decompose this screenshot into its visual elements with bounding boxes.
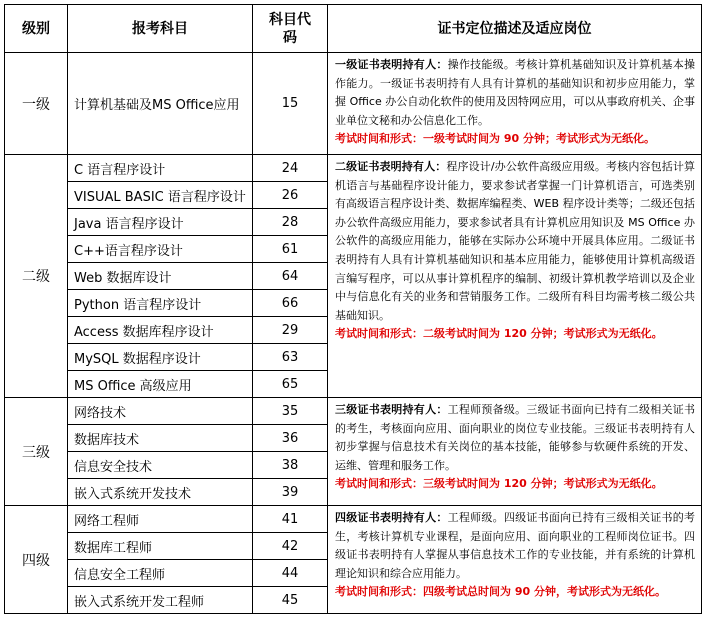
subject-code: 61 xyxy=(253,236,328,263)
subject-name: 计算机基础及MS Office应用 xyxy=(68,53,253,155)
header-level: 级别 xyxy=(5,5,68,53)
subject-code: 39 xyxy=(253,479,328,506)
subject-name: Python 语言程序设计 xyxy=(68,290,253,317)
subject-name: Web 数据库设计 xyxy=(68,263,253,290)
subject-code: 45 xyxy=(253,587,328,614)
subject-name: C++语言程序设计 xyxy=(68,236,253,263)
level-description xyxy=(328,506,702,614)
level-description xyxy=(328,53,702,155)
subject-name: 信息安全技术 xyxy=(68,452,253,479)
subject-name: Java 语言程序设计 xyxy=(68,209,253,236)
subject-name: MS Office 高级应用 xyxy=(68,371,253,398)
exam-info: 考试时间和形式：三级考试时间为 120 分钟；考试形式为无纸化。 xyxy=(335,477,663,491)
subject-name: C 语言程序设计 xyxy=(68,155,253,182)
subject-code: 38 xyxy=(253,452,328,479)
table-body xyxy=(5,53,702,614)
exam-levels-table xyxy=(4,4,702,614)
header-subject: 报考科目 xyxy=(68,5,253,53)
subject-code: 41 xyxy=(253,506,328,533)
table-row xyxy=(5,506,702,533)
description-lead: 一级证书表明持有人： xyxy=(335,58,448,71)
table-row xyxy=(5,155,702,182)
header-code: 科目代码 xyxy=(253,5,328,53)
description-body: 操作技能级。考核计算机基础知识及计算机基本操作能力。一级证书表明持有人具有计算机的基础知识和初步应用能力，掌握 Office 办公自动化软件的使用及因特网应用，可以从事政府机关、企事业单位文秘和办公信息化工作。 xyxy=(335,58,696,127)
subject-name: 信息安全工程师 xyxy=(68,560,253,587)
table-row xyxy=(5,398,702,425)
level-description xyxy=(328,155,702,398)
subject-code: 66 xyxy=(253,290,328,317)
level-name: 四级 xyxy=(5,506,68,614)
subject-code: 63 xyxy=(253,344,328,371)
subject-name: 网络技术 xyxy=(68,398,253,425)
description-body: 工程师级。四级证书面向已持有三级相关证书的考生，考核计算机专业课程，是面向应用、面向职业的工程师岗位证书。四级证书表明持有人掌握从事信息技术工作的专业技能，并有系统的计算机理论知识和综合应用能力。 xyxy=(335,511,696,580)
subject-code: 65 xyxy=(253,371,328,398)
subject-name: 数据库技术 xyxy=(68,425,253,452)
subject-code: 36 xyxy=(253,425,328,452)
level-description xyxy=(328,398,702,506)
subject-name: 嵌入式系统开发技术 xyxy=(68,479,253,506)
description-lead: 四级证书表明持有人： xyxy=(335,511,448,524)
level-name: 三级 xyxy=(5,398,68,506)
table-row xyxy=(5,53,702,155)
subject-name: VISUAL BASIC 语言程序设计 xyxy=(68,182,253,209)
subject-code: 24 xyxy=(253,155,328,182)
level-name: 一级 xyxy=(5,53,68,155)
subject-code: 64 xyxy=(253,263,328,290)
description-lead: 二级证书表明持有人： xyxy=(335,160,447,173)
header-row xyxy=(5,5,702,53)
description-body: 程序设计/办公软件高级应用级。考核内容包括计算机语言与基础程序设计能力，要求参试者掌握一门计算机语言，可选类别有高级语言程序设计类、数据库编程类、WEB 程序设计类等；二级还包括办公软件高级应用能力，要求参试者具有计算机应用知识及 MS Office 办公软件的高级应用能力，能够在实际办公环境中开展具体应用。二级证书表明持有人具有计算机基础知识和基本应用能力，能够使用计算机高级语言编写程序，可以从事计算机程序的编制、初级计算机教学培训以及企业中与信息化有关的业务和营销服务工作。二级所有科目均需考核二级公共基础知识。 xyxy=(335,160,695,322)
subject-code: 26 xyxy=(253,182,328,209)
subject-name: 网络工程师 xyxy=(68,506,253,533)
subject-code: 35 xyxy=(253,398,328,425)
subject-name: 数据库工程师 xyxy=(68,533,253,560)
subject-code: 28 xyxy=(253,209,328,236)
level-name: 二级 xyxy=(5,155,68,398)
header-description: 证书定位描述及适应岗位 xyxy=(328,5,702,53)
exam-info: 考试时间和形式：一级考试时间为 90 分钟；考试形式为无纸化。 xyxy=(335,132,655,146)
subject-name: MySQL 数据程序设计 xyxy=(68,344,253,371)
description-lead: 三级证书表明持有人： xyxy=(335,403,448,416)
subject-name: 嵌入式系统开发工程师 xyxy=(68,587,253,614)
exam-info: 考试时间和形式：二级考试时间为 120 分钟；考试形式为无纸化。 xyxy=(335,327,663,341)
subject-code: 42 xyxy=(253,533,328,560)
exam-info: 考试时间和形式：四级考试总时间为 90 分钟，考试形式为无纸化。 xyxy=(335,585,666,599)
subject-name: Access 数据库程序设计 xyxy=(68,317,253,344)
description-body: 工程师预备级。三级证书面向已持有二级相关证书的考生，考核面向应用、面向职业的岗位专业技能。三级证书表明持有人初步掌握与信息技术有关岗位的基本技能，能够参与软硬件系统的开发、运维、管理和服务工作。 xyxy=(335,403,696,472)
subject-code: 15 xyxy=(253,53,328,155)
subject-code: 29 xyxy=(253,317,328,344)
subject-code: 44 xyxy=(253,560,328,587)
